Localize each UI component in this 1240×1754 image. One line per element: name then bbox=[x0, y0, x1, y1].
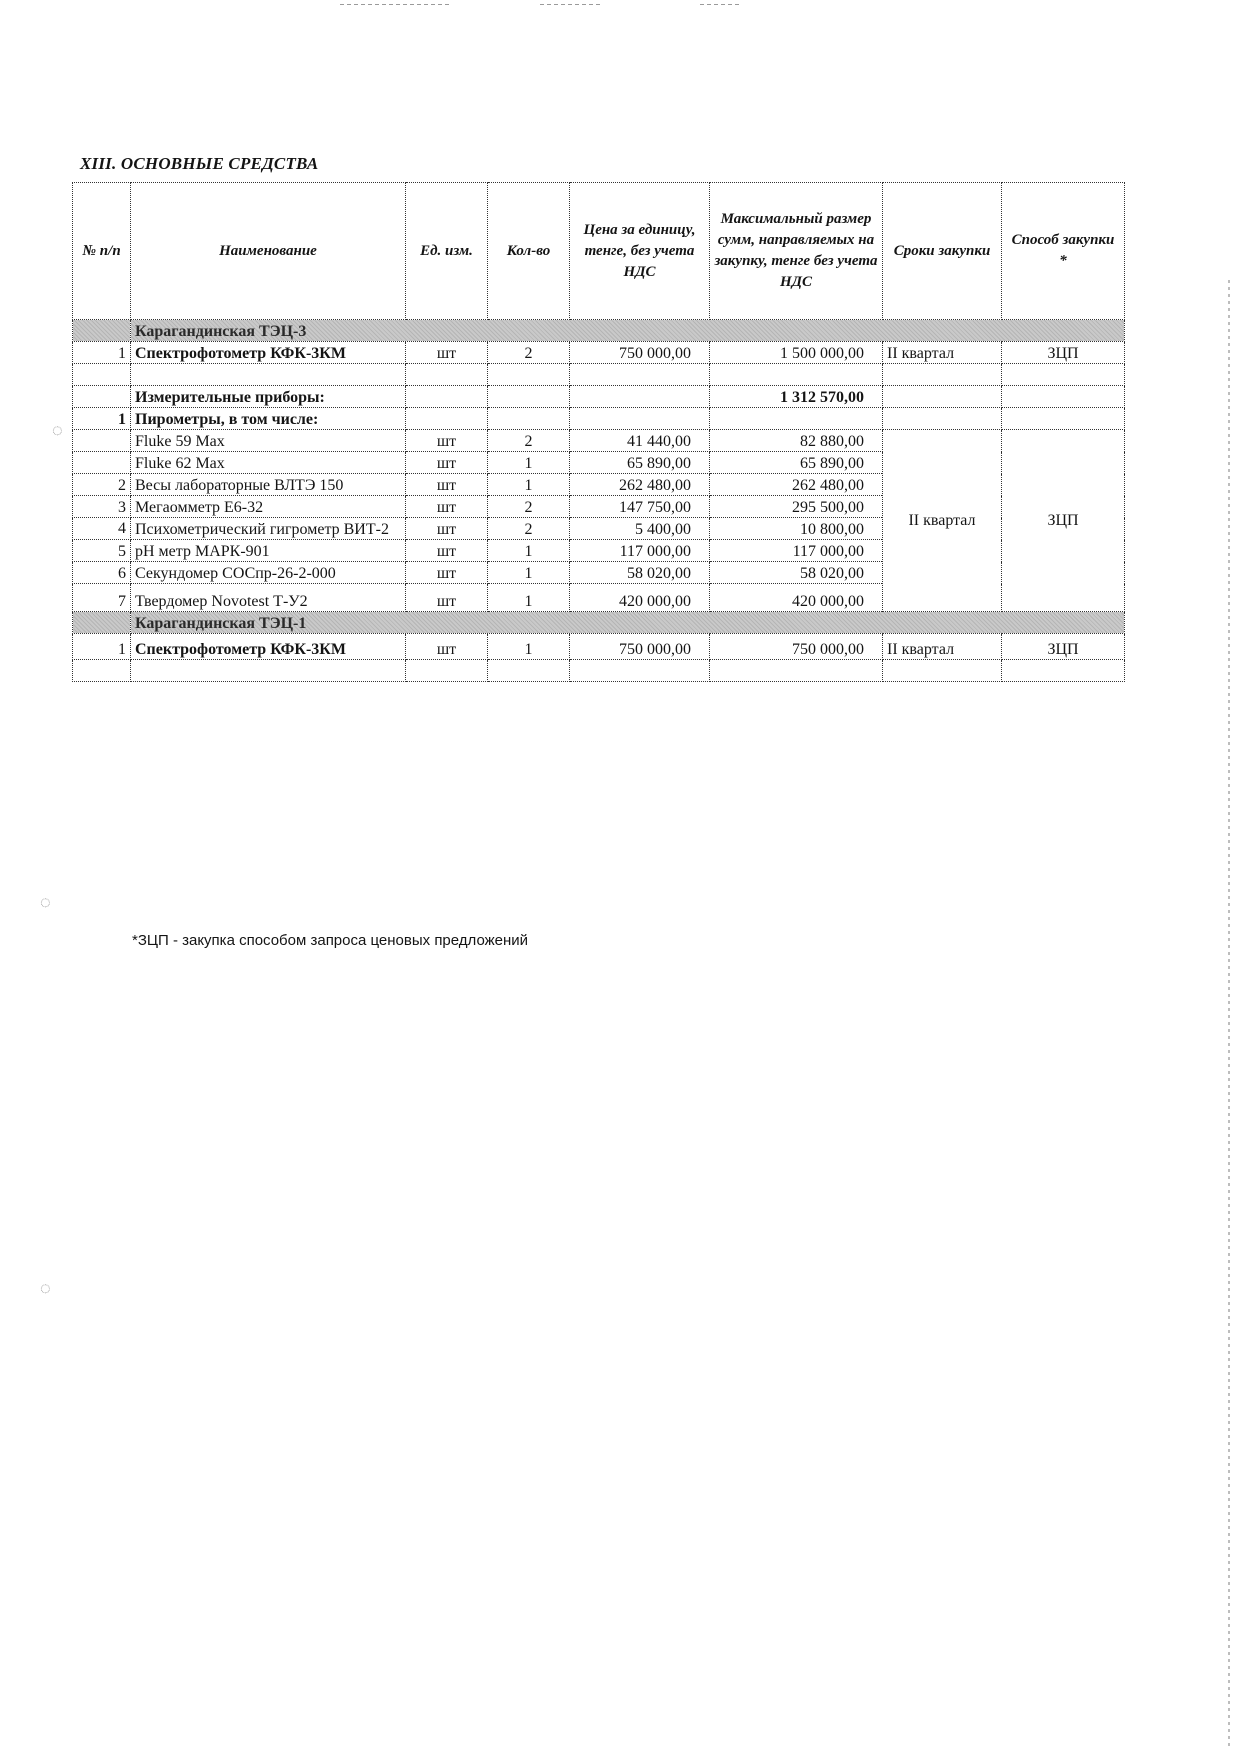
row-unit: шт bbox=[406, 584, 488, 612]
row-method: ЗЦП bbox=[1002, 342, 1125, 364]
row-qty: 1 bbox=[488, 634, 570, 660]
punch-hole-mark: ◌ bbox=[40, 1278, 51, 1298]
table-header-row bbox=[73, 183, 1125, 320]
subtotal-sum: 1 312 570,00 bbox=[710, 386, 883, 408]
subtotal-row bbox=[73, 386, 1125, 408]
row-sum: 295 500,00 bbox=[710, 496, 883, 518]
row-num: 3 bbox=[73, 496, 131, 518]
footnote: *ЗЦП - закупка способом запроса ценовых предложений bbox=[132, 932, 529, 949]
row-name: Психометрический гигрометр ВИТ-2 bbox=[131, 518, 406, 540]
row-num: 6 bbox=[73, 562, 131, 584]
row-price: 117 000,00 bbox=[570, 540, 710, 562]
row-name: Секундомер СОСпр-26-2-000 bbox=[131, 562, 406, 584]
empty-row bbox=[73, 364, 1125, 386]
row-num: 1 bbox=[73, 634, 131, 660]
group-title: Карагандинская ТЭЦ-3 bbox=[131, 320, 1125, 342]
row-num: 5 bbox=[73, 540, 131, 562]
row-qty: 2 bbox=[488, 430, 570, 452]
row-sum: 420 000,00 bbox=[710, 584, 883, 612]
row-sum: 1 500 000,00 bbox=[710, 342, 883, 364]
row-price: 41 440,00 bbox=[570, 430, 710, 452]
row-price bbox=[570, 408, 710, 430]
header-max-sum: Максимальный размер сумм, направляемых на закупку, тенге без учета НДС bbox=[710, 183, 883, 320]
header-name: Наименование bbox=[131, 183, 406, 320]
scan-artifact bbox=[340, 4, 450, 5]
row-sum: 750 000,00 bbox=[710, 634, 883, 660]
row-num bbox=[73, 452, 131, 474]
punch-hole-mark: ◌ bbox=[40, 892, 51, 912]
row-unit bbox=[406, 408, 488, 430]
row-unit: шт bbox=[406, 474, 488, 496]
row-unit: шт bbox=[406, 518, 488, 540]
row-term: II квартал bbox=[883, 634, 1002, 660]
header-method: Способ закупки * bbox=[1002, 183, 1125, 320]
group-title: Карагандинская ТЭЦ-1 bbox=[131, 612, 1125, 634]
row-name: Fluke 59 Max bbox=[131, 430, 406, 452]
row-num: 2 bbox=[73, 474, 131, 496]
header-qty: Кол-во bbox=[488, 183, 570, 320]
row-unit: шт bbox=[406, 452, 488, 474]
subtotal-label: Измерительные приборы: bbox=[131, 386, 406, 408]
row-price: 750 000,00 bbox=[570, 634, 710, 660]
row-qty: 1 bbox=[488, 584, 570, 612]
row-name: Fluke 62 Max bbox=[131, 452, 406, 474]
header-price: Цена за единицу, тенге, без учета НДС bbox=[570, 183, 710, 320]
row-name: Спектрофотометр КФК-3КМ bbox=[131, 634, 406, 660]
row-sum bbox=[710, 408, 883, 430]
row-num: 1 bbox=[73, 408, 131, 430]
header-num: № п/п bbox=[73, 183, 131, 320]
row-name: Пирометры, в том числе: bbox=[131, 408, 406, 430]
row-sum: 65 890,00 bbox=[710, 452, 883, 474]
fixed-assets-table bbox=[72, 182, 1125, 682]
header-unit: Ед. изм. bbox=[406, 183, 488, 320]
row-unit: шт bbox=[406, 496, 488, 518]
row-name: Мегаомметр Е6-32 bbox=[131, 496, 406, 518]
row-price: 750 000,00 bbox=[570, 342, 710, 364]
table-row bbox=[73, 634, 1125, 660]
row-unit: шт bbox=[406, 634, 488, 660]
row-unit: шт bbox=[406, 430, 488, 452]
merged-method: ЗЦП bbox=[1002, 430, 1125, 612]
row-price: 262 480,00 bbox=[570, 474, 710, 496]
row-qty: 1 bbox=[488, 540, 570, 562]
row-name: Твердомер Novotest Т-У2 bbox=[131, 584, 406, 612]
row-num bbox=[73, 430, 131, 452]
punch-hole-mark: ◌ bbox=[52, 420, 63, 440]
table-row bbox=[73, 342, 1125, 364]
row-price: 5 400,00 bbox=[570, 518, 710, 540]
scan-artifact bbox=[540, 4, 600, 5]
row-qty: 2 bbox=[488, 496, 570, 518]
table-row bbox=[73, 430, 1125, 452]
row-sum: 82 880,00 bbox=[710, 430, 883, 452]
row-name: Спектрофотометр КФК-3КМ bbox=[131, 342, 406, 364]
scan-artifact bbox=[700, 4, 740, 5]
row-price: 65 890,00 bbox=[570, 452, 710, 474]
row-sum: 117 000,00 bbox=[710, 540, 883, 562]
row-unit: шт bbox=[406, 342, 488, 364]
table-row bbox=[73, 408, 1125, 430]
row-method: ЗЦП bbox=[1002, 634, 1125, 660]
row-sum: 10 800,00 bbox=[710, 518, 883, 540]
row-name: pH метр МАРК-901 bbox=[131, 540, 406, 562]
row-qty: 2 bbox=[488, 342, 570, 364]
row-qty: 1 bbox=[488, 562, 570, 584]
row-price: 420 000,00 bbox=[570, 584, 710, 612]
scan-edge-line bbox=[1228, 280, 1230, 1750]
row-name: Весы лабораторные ВЛТЭ 150 bbox=[131, 474, 406, 496]
row-price: 58 020,00 bbox=[570, 562, 710, 584]
row-num: 4 bbox=[73, 518, 131, 540]
row-qty: 1 bbox=[488, 452, 570, 474]
row-qty bbox=[488, 408, 570, 430]
row-num: 1 bbox=[73, 342, 131, 364]
row-unit: шт bbox=[406, 562, 488, 584]
empty-row bbox=[73, 660, 1125, 682]
section-title: XIII. ОСНОВНЫЕ СРЕДСТВА bbox=[80, 154, 319, 173]
row-sum: 58 020,00 bbox=[710, 562, 883, 584]
row-num: 7 bbox=[73, 584, 131, 612]
header-term: Сроки закупки bbox=[883, 183, 1002, 320]
row-sum: 262 480,00 bbox=[710, 474, 883, 496]
row-unit: шт bbox=[406, 540, 488, 562]
group-band-tec1 bbox=[73, 612, 1125, 634]
row-price: 147 750,00 bbox=[570, 496, 710, 518]
row-term: II квартал bbox=[883, 342, 1002, 364]
merged-term: II квартал bbox=[883, 430, 1002, 612]
row-qty: 1 bbox=[488, 474, 570, 496]
group-band-tec3 bbox=[73, 320, 1125, 342]
row-qty: 2 bbox=[488, 518, 570, 540]
